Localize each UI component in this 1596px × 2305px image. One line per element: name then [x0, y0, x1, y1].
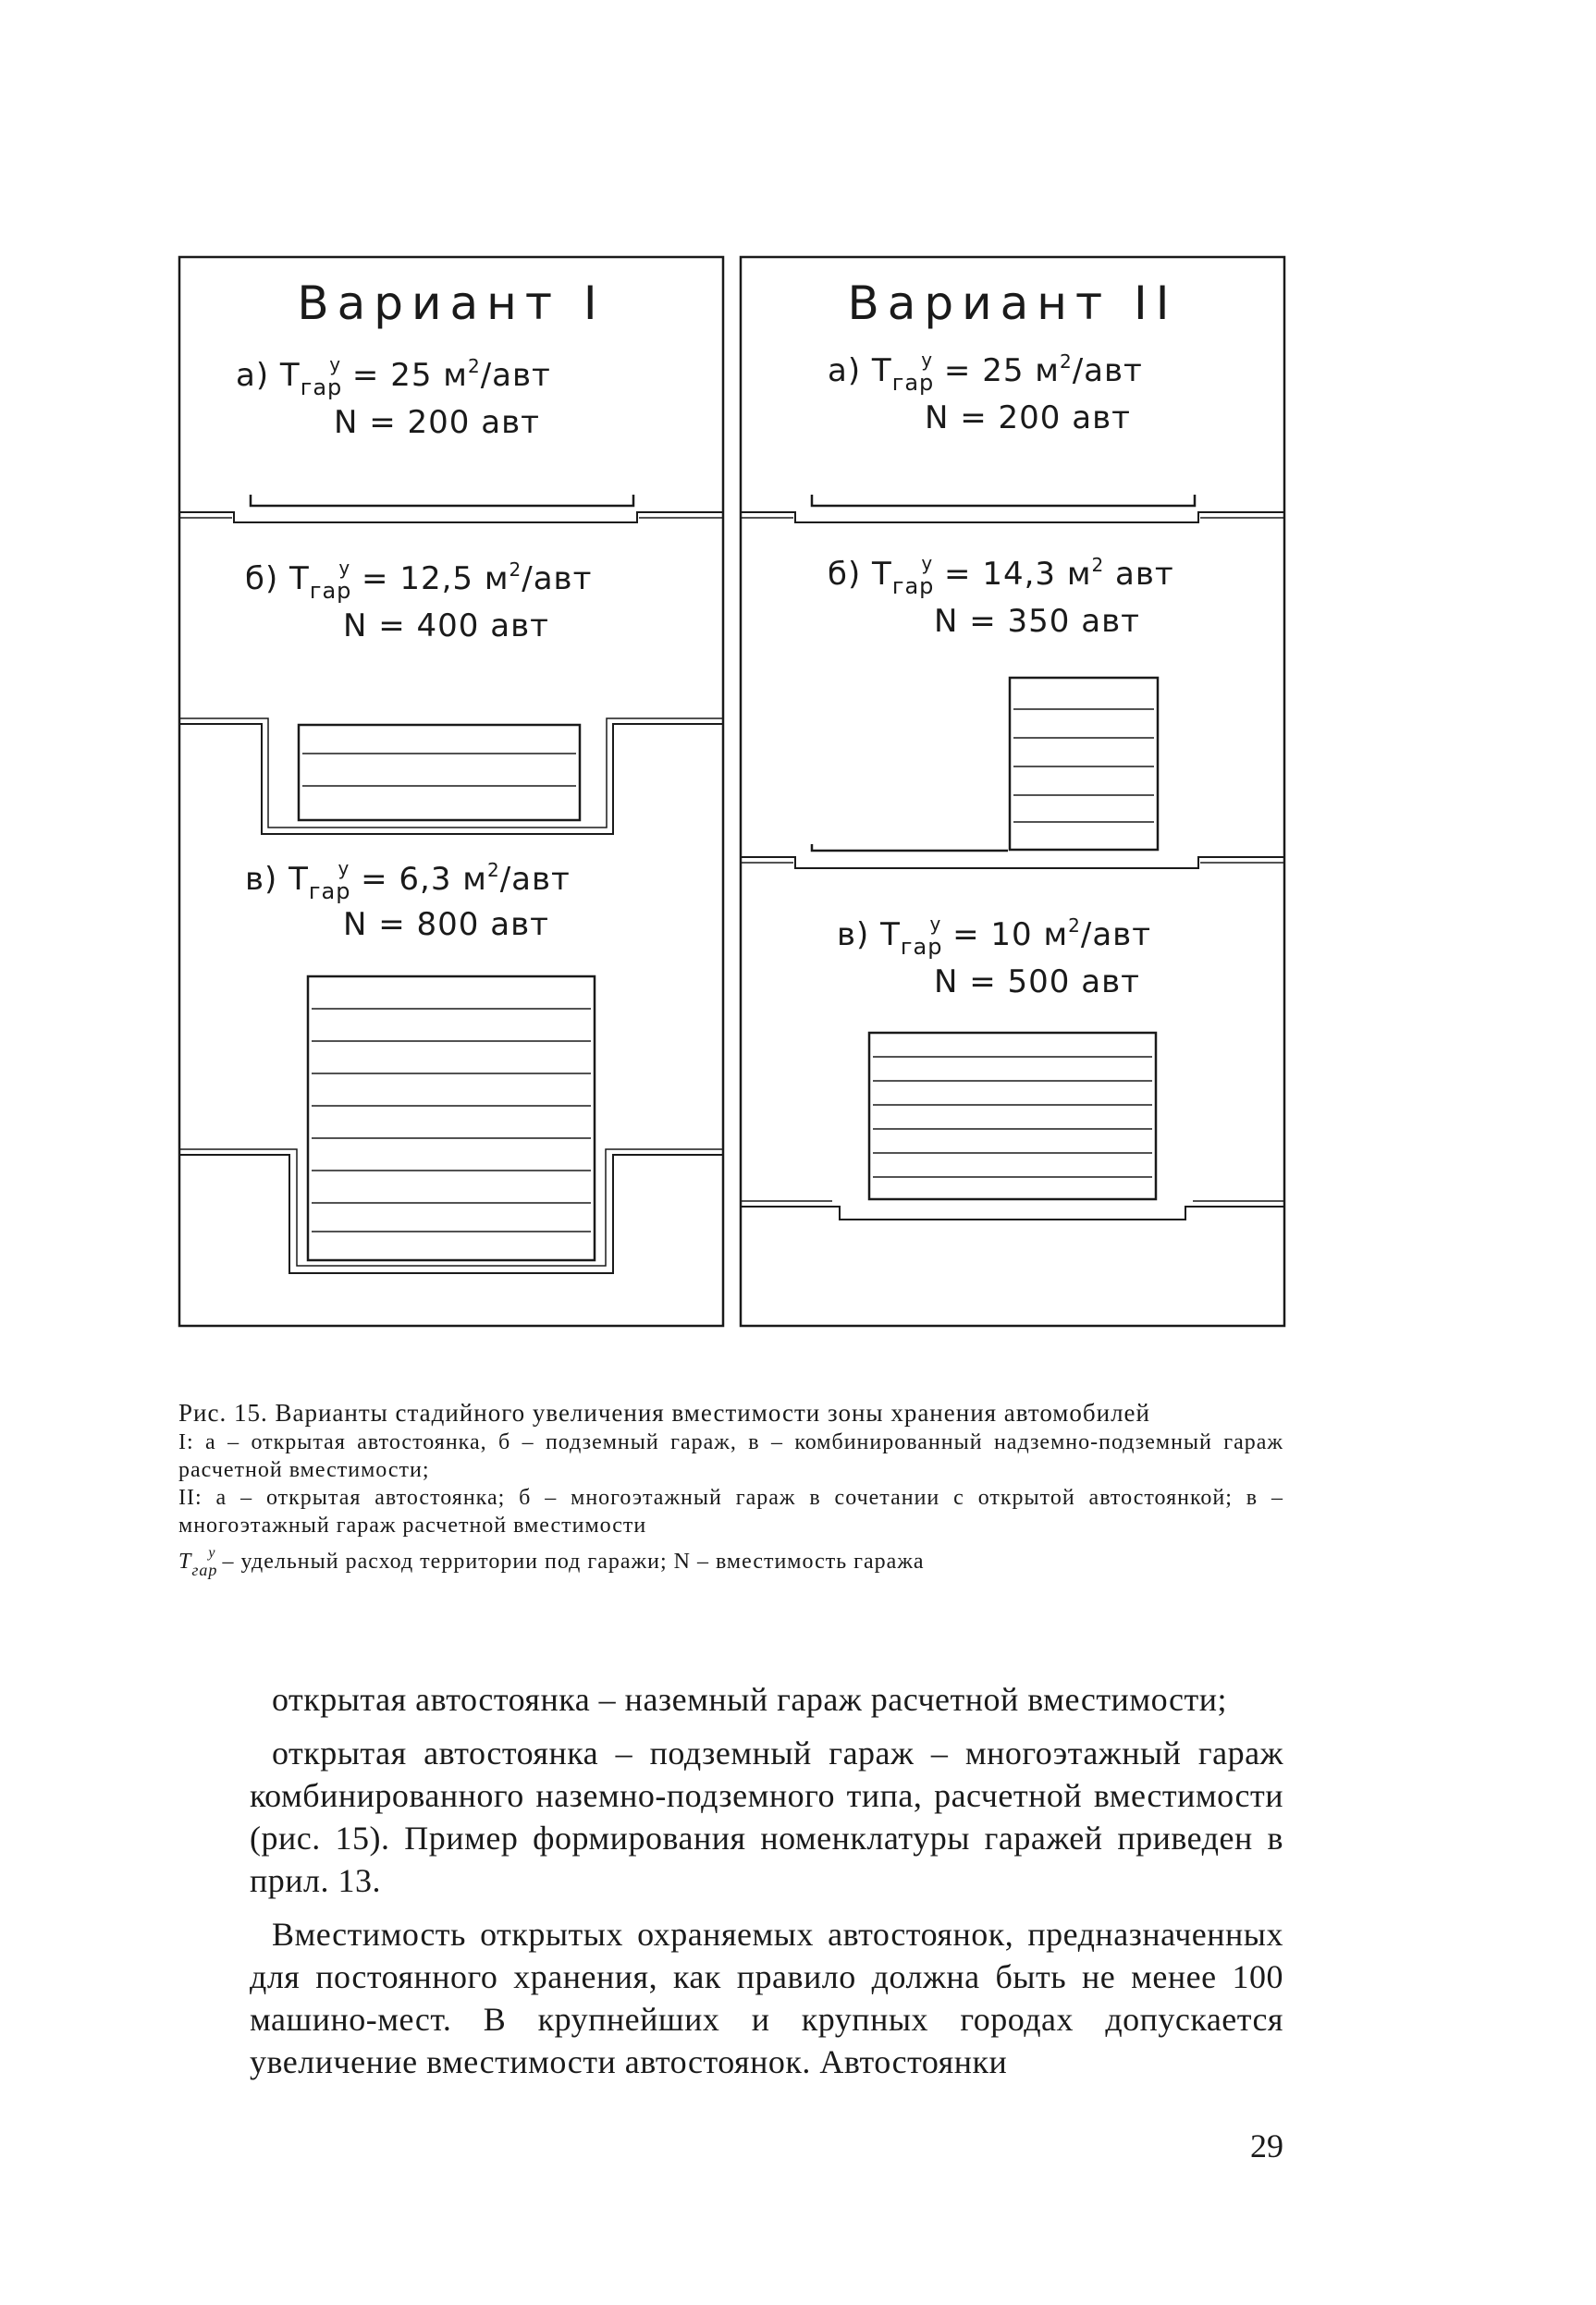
ground-c [740, 1207, 1285, 1220]
variant-title: Вариант II [847, 276, 1178, 330]
caption-legend-3: $T_{гар}^у$ – удельный расход территории под гаражи; N – вместимость гаража [178, 1545, 925, 1579]
multistory-garage-c [308, 976, 595, 1260]
capacity-c: N = 800 авт [343, 906, 549, 943]
formula-a: а) $T_{гар}^у = 25$ $м^2$/авт [236, 353, 551, 400]
multistory-garage-c [869, 1033, 1156, 1199]
underground-garage-b [299, 725, 580, 820]
parking-a [812, 495, 1195, 506]
capacity-a: N = 200 авт [925, 399, 1131, 436]
formula-b: б) $T_{гар}^у = 12,5$ $м^2$/авт [245, 557, 593, 604]
capacity-c: N = 500 авт [934, 963, 1140, 1000]
body-text [250, 1678, 1283, 2094]
variant-title: Вариант I [297, 276, 606, 330]
page-number: 29 [1250, 2127, 1283, 2164]
variant-2-panel [740, 256, 1285, 1327]
caption-title: Рис. 15. Варианты стадийного увеличения вместимости зоны хранения автомобилей [178, 1399, 1150, 1427]
capacity-b: N = 350 авт [934, 603, 1140, 640]
formula-c: в) $T_{гар}^у = 10$ $м^2$/авт [837, 913, 1152, 960]
ground-b [178, 724, 724, 834]
paragraph-3: Вместимость открытых охраняемых автостоянок, предназначенных для постоянного хранения, как правило должна быть не менее 100 машино-мест. В крупнейших и крупных городах допускается увеличение вместимости автостоянок. Автостоянки [250, 1916, 1283, 2080]
paragraph-2: открытая автостоянка – подземный гараж – многоэтажный гараж комбинированного наземно-подземного типа, расчетной вместимости (рис. 15). Пример формирования номенклатуры гаражей приведен в прил. 13. [250, 1735, 1283, 1899]
parking-a [251, 495, 633, 506]
ground-c [178, 1155, 724, 1273]
caption-legend-2: II: а – открытая автостоянка; б – многоэтажный гараж в сочетании с открытой автостоянкой; в – многоэтажный гараж расчетной вместимости [178, 1486, 1283, 1538]
paragraph-1: открытая автостоянка – наземный гараж расчетной вместимости; [272, 1681, 1227, 1718]
capacity-b: N = 400 авт [343, 607, 549, 644]
multistory-garage-b [1010, 678, 1158, 850]
formula-a: а) $T_{гар}^у = 25$ $м^2$/авт [828, 349, 1143, 396]
formula-c: в) $T_{гар}^у = 6,3$ $м^2$/авт [245, 857, 571, 904]
parking-b [812, 844, 1008, 851]
variant-1-panel [178, 256, 724, 1327]
formula-b: б) $T_{гар}^у = 14,3$ $м^2$ авт [828, 552, 1174, 599]
formula-prefix: а) [236, 357, 270, 394]
figure-caption [178, 1398, 1283, 1584]
capacity-a: N = 200 авт [334, 404, 540, 441]
caption-legend-1: I: а – открытая автостоянка, б – подземный гараж, в – комбинированный надземно-подземный гараж расчетной вместимости; [178, 1430, 1283, 1482]
